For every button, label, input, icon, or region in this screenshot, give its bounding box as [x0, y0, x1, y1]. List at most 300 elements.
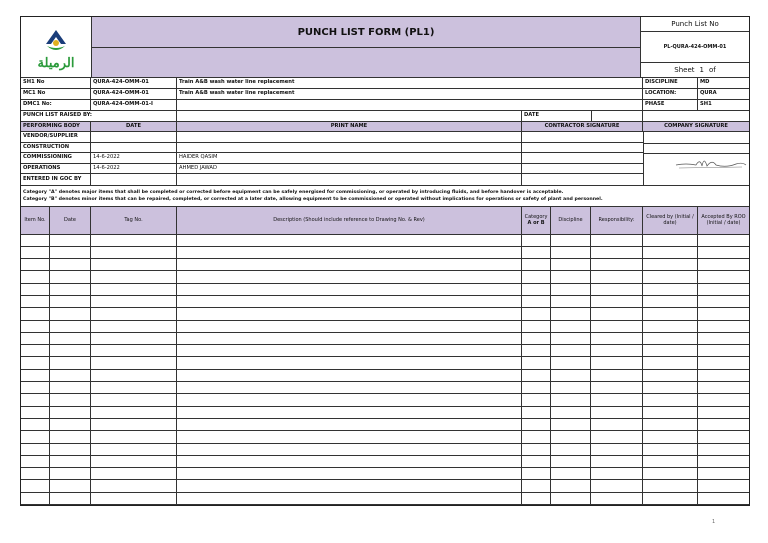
sheet-of: of	[708, 66, 716, 74]
discipline-value: MD	[700, 79, 710, 86]
accepted-by-cell[interactable]	[698, 444, 749, 455]
performing-section	[21, 132, 749, 186]
punch-list-no-label: Punch List No	[641, 17, 749, 32]
category-cell[interactable]	[522, 235, 551, 246]
accepted-by-cell[interactable]	[698, 382, 749, 393]
tag-no-cell[interactable]	[91, 431, 177, 442]
tag-no-cell[interactable]	[91, 284, 177, 295]
category-cell[interactable]	[522, 382, 551, 393]
discipline-cell[interactable]	[551, 271, 591, 282]
tag-no-cell[interactable]	[91, 296, 177, 307]
category-cell[interactable]	[522, 456, 551, 467]
punch-item-row	[21, 259, 749, 271]
item-no-cell[interactable]	[21, 370, 50, 381]
sh1-row	[21, 78, 749, 89]
punch-item-row	[21, 394, 749, 406]
description-cell[interactable]	[177, 271, 522, 282]
tag-no-cell[interactable]	[91, 456, 177, 467]
contractor-signature	[522, 143, 643, 153]
responsibility-cell[interactable]	[591, 444, 643, 455]
cleared-by-cell[interactable]	[643, 480, 698, 491]
item-no-cell[interactable]	[21, 284, 50, 295]
punch-item-row	[21, 444, 749, 456]
accepted-by-cell[interactable]	[698, 345, 749, 356]
tag-no-cell[interactable]	[91, 235, 177, 246]
punch-item-row	[21, 493, 749, 505]
discipline-cell[interactable]	[551, 444, 591, 455]
contractor-signature-header: CONTRACTOR SIGNATURE	[522, 122, 643, 131]
dmc1-value: QURA-424-OMM-01-I	[91, 100, 177, 110]
raised-by-spacer	[643, 111, 749, 121]
punch-item-row	[21, 247, 749, 259]
performing-body: VENDOR/SUPPLIER	[21, 132, 91, 142]
discipline-cell[interactable]	[551, 419, 591, 430]
date-cell[interactable]	[50, 480, 91, 491]
performing-print-name	[177, 132, 522, 142]
item-no-cell[interactable]	[21, 296, 50, 307]
cleared-by-cell[interactable]	[643, 259, 698, 270]
category-cell[interactable]	[522, 247, 551, 258]
item-no-cell[interactable]	[21, 407, 50, 418]
item-no-cell[interactable]	[21, 235, 50, 246]
tag-no-cell[interactable]	[91, 480, 177, 491]
date-cell[interactable]	[50, 247, 91, 258]
tag-no-cell[interactable]	[91, 419, 177, 430]
performing-date: 14-6-2022	[91, 164, 177, 174]
description-cell[interactable]	[177, 247, 522, 258]
date-cell[interactable]	[50, 370, 91, 381]
date-cell[interactable]	[50, 321, 91, 332]
date-cell[interactable]	[50, 431, 91, 442]
performing-print-name	[177, 143, 522, 153]
performing-date	[91, 132, 177, 142]
accepted-by-cell[interactable]	[698, 308, 749, 319]
item-no-cell[interactable]	[21, 259, 50, 270]
discipline-cell[interactable]	[551, 321, 591, 332]
title-block	[92, 17, 641, 77]
responsibility-cell[interactable]	[591, 345, 643, 356]
date-cell[interactable]	[50, 419, 91, 430]
responsibility-cell[interactable]	[591, 456, 643, 467]
title-spacer	[92, 48, 640, 77]
cleared-by-cell[interactable]	[643, 382, 698, 393]
date-cell[interactable]	[50, 333, 91, 344]
discipline-cell[interactable]	[551, 333, 591, 344]
cleared-by-cell[interactable]	[643, 456, 698, 467]
description-cell[interactable]	[177, 493, 522, 504]
category-cell[interactable]	[522, 321, 551, 332]
item-no-cell[interactable]	[21, 333, 50, 344]
rumaila-logo-icon	[41, 24, 71, 54]
description-cell[interactable]	[177, 296, 522, 307]
accepted-by-cell[interactable]	[698, 480, 749, 491]
punch-item-row	[21, 271, 749, 283]
sheet-info	[641, 63, 749, 77]
contractor-signature	[522, 164, 643, 174]
responsibility-cell[interactable]	[591, 271, 643, 282]
description-cell[interactable]	[177, 468, 522, 479]
date-cell[interactable]	[50, 407, 91, 418]
tag-no-cell[interactable]	[91, 468, 177, 479]
punch-item-row	[21, 321, 749, 333]
date-cell[interactable]	[50, 456, 91, 467]
category-cell[interactable]	[522, 493, 551, 504]
cleared-by-cell[interactable]	[643, 407, 698, 418]
accepted-by-cell[interactable]	[698, 493, 749, 504]
discipline-cell[interactable]	[551, 235, 591, 246]
punch-item-row	[21, 431, 749, 443]
discipline-cell[interactable]	[551, 456, 591, 467]
responsibility-cell[interactable]	[591, 480, 643, 491]
description-cell[interactable]	[177, 284, 522, 295]
performing-date: 14-6-2022	[91, 153, 177, 163]
punch-item-row	[21, 235, 749, 247]
punch-list-no: PL-QURA-424-OMM-01	[641, 32, 749, 63]
punch-grid-body	[21, 235, 749, 506]
date-cell[interactable]	[50, 444, 91, 455]
raised-by-value	[177, 111, 522, 121]
responsibility-cell[interactable]	[591, 468, 643, 479]
cleared-by-cell[interactable]	[643, 493, 698, 504]
responsibility-cell[interactable]	[591, 407, 643, 418]
accepted-by-cell[interactable]	[698, 357, 749, 368]
contractor-signature	[522, 153, 643, 163]
discipline-cell[interactable]	[551, 407, 591, 418]
contractor-signature	[522, 174, 643, 185]
category-cell[interactable]	[522, 407, 551, 418]
date-cell[interactable]	[50, 382, 91, 393]
item-no-cell[interactable]	[21, 480, 50, 491]
description-cell[interactable]	[177, 333, 522, 344]
location-value: QURA	[700, 90, 717, 97]
mc1-description: Train A&B wash water line replacement	[177, 89, 643, 99]
tag-no-cell[interactable]	[91, 345, 177, 356]
accepted-by-cell[interactable]	[698, 370, 749, 381]
cleared-by-cell[interactable]	[643, 321, 698, 332]
punch-item-row	[21, 407, 749, 419]
tag-no-cell[interactable]	[91, 394, 177, 405]
punch-grid-header	[21, 207, 749, 235]
cleared-by-cell[interactable]	[643, 284, 698, 295]
discipline-cell[interactable]	[551, 468, 591, 479]
item-no-cell[interactable]	[21, 456, 50, 467]
item-no-cell[interactable]	[21, 419, 50, 430]
description-cell[interactable]	[177, 370, 522, 381]
category-header	[522, 207, 551, 234]
item-no-cell[interactable]	[21, 271, 50, 282]
location-label: LOCATION:	[643, 89, 698, 99]
cleared-by-header: Cleared by (Initial / date)	[643, 207, 698, 234]
accepted-by-cell[interactable]	[698, 419, 749, 430]
tag-no-cell[interactable]	[91, 407, 177, 418]
item-no-cell[interactable]	[21, 321, 50, 332]
raised-date-label: DATE	[522, 111, 592, 121]
phase-value: SH1	[700, 101, 712, 108]
responsibility-header: Responsibility:	[591, 207, 643, 234]
punch-item-row	[21, 382, 749, 394]
description-cell[interactable]	[177, 480, 522, 491]
accepted-by-cell[interactable]	[698, 247, 749, 258]
date-cell[interactable]	[50, 468, 91, 479]
contractor-signature	[522, 132, 643, 142]
date-cell[interactable]	[50, 259, 91, 270]
performing-row	[21, 164, 643, 175]
performing-print-name: AHMED JAWAD	[177, 164, 522, 174]
cleared-by-cell[interactable]	[643, 296, 698, 307]
cleared-by-cell[interactable]	[643, 370, 698, 381]
date-cell[interactable]	[50, 235, 91, 246]
description-cell[interactable]	[177, 456, 522, 467]
logo-arabic-text: الرميلة	[37, 55, 75, 71]
sh1-label: SH1 No	[21, 78, 91, 88]
cleared-by-cell[interactable]	[643, 468, 698, 479]
item-no-cell[interactable]	[21, 308, 50, 319]
accepted-by-cell[interactable]	[698, 468, 749, 479]
responsibility-cell[interactable]	[591, 382, 643, 393]
raised-date-value	[592, 111, 643, 121]
responsibility-cell[interactable]	[591, 296, 643, 307]
discipline-label: DISCIPLINE	[643, 78, 698, 88]
tag-no-cell[interactable]	[91, 444, 177, 455]
punch-item-row	[21, 480, 749, 492]
item-no-cell[interactable]	[21, 394, 50, 405]
accepted-by-cell[interactable]	[698, 456, 749, 467]
performing-date	[91, 143, 177, 153]
dmc1-description	[177, 100, 643, 110]
category-cell[interactable]	[522, 296, 551, 307]
punch-item-row	[21, 333, 749, 345]
accepted-by-cell[interactable]	[698, 321, 749, 332]
performing-body: OPERATIONS	[21, 164, 91, 174]
date-cell[interactable]	[50, 345, 91, 356]
responsibility-cell[interactable]	[591, 321, 643, 332]
punch-item-row	[21, 370, 749, 382]
punch-item-row	[21, 419, 749, 431]
responsibility-cell[interactable]	[591, 493, 643, 504]
accepted-by-cell[interactable]	[698, 235, 749, 246]
performing-row	[21, 143, 643, 154]
punch-item-row	[21, 284, 749, 296]
discipline-cell[interactable]	[551, 247, 591, 258]
form-header	[21, 17, 749, 78]
date-cell[interactable]	[50, 271, 91, 282]
form-title: PUNCH LIST FORM (PL1)	[92, 17, 640, 48]
tag-no-cell[interactable]	[91, 247, 177, 258]
discipline-cell[interactable]	[551, 296, 591, 307]
accepted-by-cell[interactable]	[698, 407, 749, 418]
date-cell[interactable]	[50, 493, 91, 504]
discipline-cell[interactable]	[551, 370, 591, 381]
date-cell[interactable]	[50, 296, 91, 307]
performing-header-row	[21, 122, 749, 132]
discipline-cell[interactable]	[551, 394, 591, 405]
responsibility-cell[interactable]	[591, 431, 643, 442]
cleared-by-cell[interactable]	[643, 444, 698, 455]
tag-no-cell[interactable]	[91, 382, 177, 393]
category-cell[interactable]	[522, 431, 551, 442]
cleared-by-cell[interactable]	[643, 308, 698, 319]
mc1-row	[21, 89, 749, 100]
discipline-cell[interactable]	[551, 259, 591, 270]
performing-row	[21, 132, 643, 143]
cleared-by-cell[interactable]	[643, 271, 698, 282]
item-no-cell[interactable]	[21, 247, 50, 258]
category-header-line2: A or B	[527, 220, 545, 226]
cleared-by-cell[interactable]	[643, 333, 698, 344]
description-cell[interactable]	[177, 419, 522, 430]
description-cell[interactable]	[177, 259, 522, 270]
category-cell[interactable]	[522, 284, 551, 295]
mc1-value: QURA-424-OMM-01	[91, 89, 177, 99]
accepted-by-cell[interactable]	[698, 271, 749, 282]
description-cell[interactable]	[177, 321, 522, 332]
tag-no-cell[interactable]	[91, 259, 177, 270]
discipline-cell[interactable]	[551, 431, 591, 442]
responsibility-cell[interactable]	[591, 333, 643, 344]
description-cell[interactable]	[177, 444, 522, 455]
description-cell[interactable]	[177, 357, 522, 368]
page-number: 1	[712, 519, 716, 525]
raised-by-label: PUNCH LIST RAISED BY:	[21, 111, 177, 121]
item-no-cell[interactable]	[21, 382, 50, 393]
item-no-cell[interactable]	[21, 431, 50, 442]
item-no-cell[interactable]	[21, 468, 50, 479]
performing-body: ENTERED IN GOC BY	[21, 174, 91, 185]
category-cell[interactable]	[522, 419, 551, 430]
cleared-by-cell[interactable]	[643, 235, 698, 246]
item-no-header: Item No.	[21, 207, 50, 234]
category-cell[interactable]	[522, 370, 551, 381]
tag-no-cell[interactable]	[91, 370, 177, 381]
item-no-cell[interactable]	[21, 444, 50, 455]
performing-row	[21, 174, 643, 185]
item-no-cell[interactable]	[21, 493, 50, 504]
responsibility-cell[interactable]	[591, 284, 643, 295]
responsibility-cell[interactable]	[591, 370, 643, 381]
date-cell[interactable]	[50, 284, 91, 295]
tag-no-cell[interactable]	[91, 333, 177, 344]
cleared-by-cell[interactable]	[643, 247, 698, 258]
category-cell[interactable]	[522, 259, 551, 270]
category-cell[interactable]	[522, 468, 551, 479]
punch-item-row	[21, 357, 749, 369]
responsibility-cell[interactable]	[591, 247, 643, 258]
performing-row	[21, 153, 643, 164]
tag-no-cell[interactable]	[91, 308, 177, 319]
cleared-by-cell[interactable]	[643, 431, 698, 442]
sheet-label: Sheet	[674, 66, 695, 74]
tag-no-cell[interactable]	[91, 493, 177, 504]
description-cell[interactable]	[177, 431, 522, 442]
performing-rows	[21, 132, 643, 185]
cleared-by-cell[interactable]	[643, 394, 698, 405]
description-cell[interactable]	[177, 407, 522, 418]
tag-no-cell[interactable]	[91, 321, 177, 332]
date-cell[interactable]	[50, 308, 91, 319]
performing-print-name: HAIDER QASIM	[177, 153, 522, 163]
item-no-cell[interactable]	[21, 345, 50, 356]
category-cell[interactable]	[522, 308, 551, 319]
tag-no-header: Tag No.	[91, 207, 177, 234]
responsibility-cell[interactable]	[591, 235, 643, 246]
cleared-by-cell[interactable]	[643, 419, 698, 430]
discipline-cell[interactable]	[551, 308, 591, 319]
responsibility-cell[interactable]	[591, 419, 643, 430]
accepted-by-cell[interactable]	[698, 296, 749, 307]
responsibility-cell[interactable]	[591, 308, 643, 319]
category-cell[interactable]	[522, 480, 551, 491]
discipline-cell[interactable]	[551, 345, 591, 356]
punch-item-row	[21, 456, 749, 468]
sheet-number: 1	[699, 66, 704, 74]
tag-no-cell[interactable]	[91, 271, 177, 282]
accepted-by-cell[interactable]	[698, 259, 749, 270]
sh1-description: Train A&B wash water line replacement	[177, 78, 643, 88]
description-cell[interactable]	[177, 382, 522, 393]
discipline-cell[interactable]	[551, 480, 591, 491]
dmc1-label: DMC1 No:	[21, 100, 91, 110]
cleared-by-cell[interactable]	[643, 345, 698, 356]
grid-date-header: Date	[50, 207, 91, 234]
performing-body: CONSTRUCTION	[21, 143, 91, 153]
category-cell[interactable]	[522, 357, 551, 368]
date-cell[interactable]	[50, 394, 91, 405]
performing-print-name	[177, 174, 522, 185]
responsibility-cell[interactable]	[591, 394, 643, 405]
accepted-by-cell[interactable]	[698, 431, 749, 442]
category-cell[interactable]	[522, 394, 551, 405]
print-name-header: PRINT NAME	[177, 122, 522, 131]
description-cell[interactable]	[177, 235, 522, 246]
category-cell[interactable]	[522, 333, 551, 344]
item-no-cell[interactable]	[21, 357, 50, 368]
responsibility-cell[interactable]	[591, 357, 643, 368]
description-cell[interactable]	[177, 394, 522, 405]
responsibility-cell[interactable]	[591, 259, 643, 270]
discipline-cell[interactable]	[551, 493, 591, 504]
company-logo	[21, 17, 92, 77]
discipline-cell[interactable]	[551, 284, 591, 295]
date-cell[interactable]	[50, 357, 91, 368]
company-signature-header: COMPANY SIGNATURE	[664, 122, 728, 129]
discipline-cell[interactable]	[551, 357, 591, 368]
signature-icon	[674, 154, 749, 170]
accepted-by-cell[interactable]	[698, 333, 749, 344]
punch-item-row	[21, 296, 749, 308]
cleared-by-cell[interactable]	[643, 357, 698, 368]
category-cell[interactable]	[522, 444, 551, 455]
discipline-header: Discipline	[551, 207, 591, 234]
punch-list-form	[20, 16, 750, 506]
category-b-note: Category "B" denotes minor items that can be repaired, completed, or corrected at a later date, allowing equipment to be commissioned or operated without implications for operations or safety of plant and personnel.	[23, 196, 603, 202]
performing-body-header: PERFORMING BODY	[21, 122, 91, 131]
category-cell[interactable]	[522, 271, 551, 282]
discipline-cell[interactable]	[551, 382, 591, 393]
accepted-by-cell[interactable]	[698, 284, 749, 295]
tag-no-cell[interactable]	[91, 357, 177, 368]
category-cell[interactable]	[522, 345, 551, 356]
punch-item-row	[21, 345, 749, 357]
description-cell[interactable]	[177, 345, 522, 356]
dmc1-row	[21, 100, 749, 111]
accepted-by-cell[interactable]	[698, 394, 749, 405]
mc1-label: MC1 No	[21, 89, 91, 99]
category-header-line1: Category	[524, 214, 548, 220]
category-notes	[21, 186, 749, 207]
category-a-note: Category "A" denotes major items that shall be completed or corrected before equipment can be safely energised for commissioning, or operated by introducing fluids, and before handover is acceptable.	[23, 189, 564, 195]
punch-list-number-block	[641, 17, 749, 77]
description-cell[interactable]	[177, 308, 522, 319]
